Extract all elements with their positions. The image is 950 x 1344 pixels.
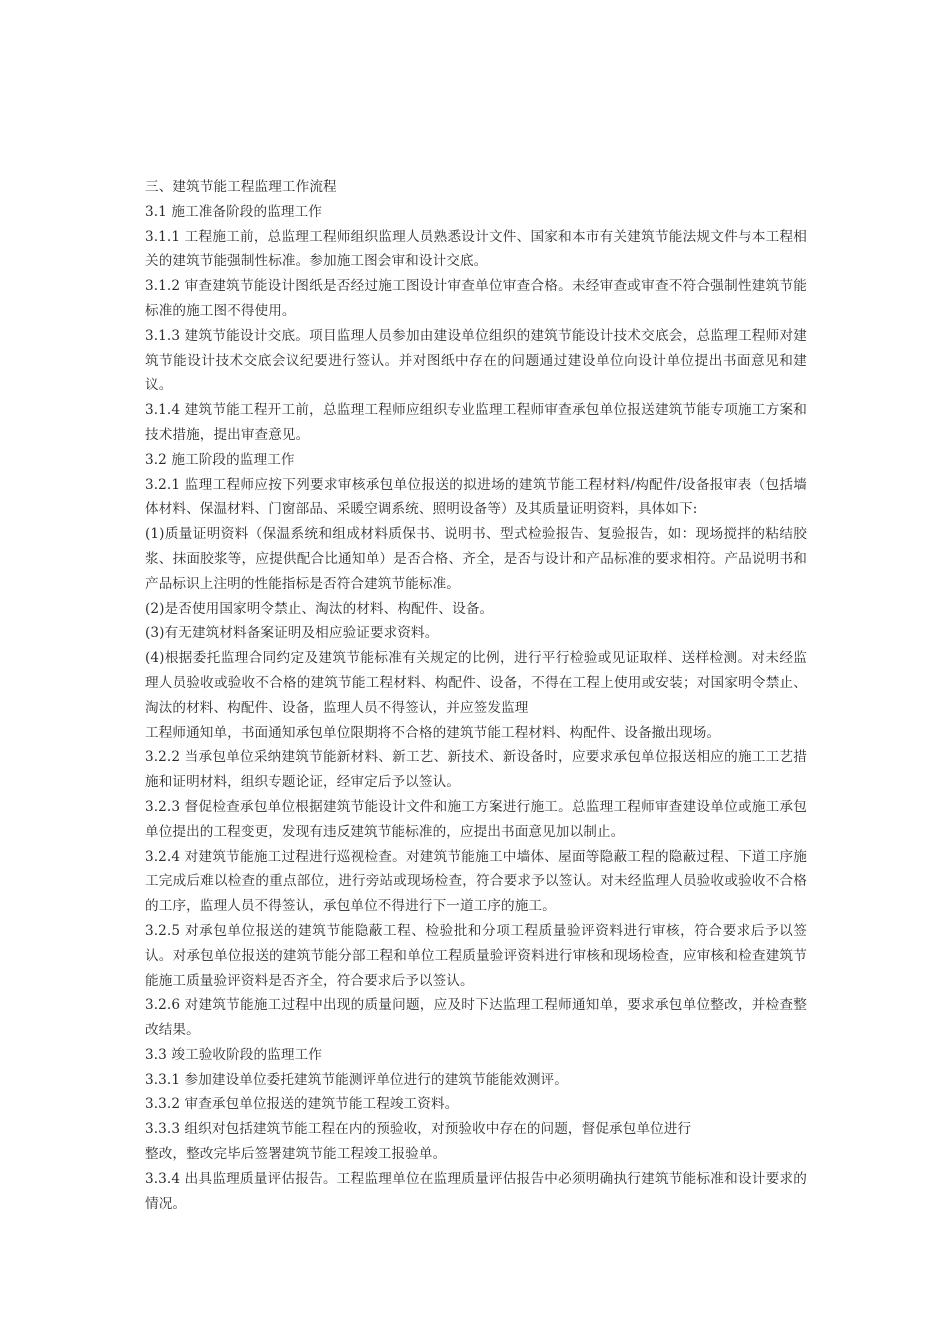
paragraph: 3.2.3 督促检查承包单位根据建筑节能设计文件和施工方案进行施工。总监理工程师审查建设单位或施工承包单位提出的工程变更，发现有违反建筑节能标准的，应提出书面意见加以制止。 — [145, 798, 807, 840]
paragraph: 3.2.6 对建筑节能施工过程中出现的质量问题，应及时下达监理工程师通知单，要求承包单位整改，并检查整改结果。 — [145, 997, 807, 1039]
paragraph: 3.3.4 出具监理质量评估报告。工程监理单位在监理质量评估报告中必须明确执行建筑节能标准和设计要求的情况。 — [145, 1170, 807, 1212]
paragraph: 整改，整改完毕后签署建筑节能工程竣工报验单。 — [145, 1146, 447, 1163]
subsection-heading: 3.2 施工阶段的监理工作 — [145, 451, 295, 468]
paragraph: 3.3.1 参加建设单位委托建筑节能测评单位进行的建筑节能能效测评。 — [145, 1071, 568, 1088]
paragraph: 3.1.2 审查建筑节能设计图纸是否经过施工图设计审查单位审查合格。未经审查或审查不符合强制性建筑节能标准的施工图不得使用。 — [145, 278, 807, 319]
paragraph: 3.3.2 审查承包单位报送的建筑节能工程竣工资料。 — [145, 1096, 459, 1113]
paragraph: (2)是否使用国家明令禁止、淘汰的材料、构配件、设备。 — [145, 600, 494, 617]
paragraph: (3)有无建筑材料备案证明及相应验证要求资料。 — [145, 625, 439, 642]
paragraph: (4)根据委托监理合同约定及建筑节能标准有关规定的比例，进行平行检验或见证取样、送样检测。对未经监理人员验收或验收不合格的建筑节能工程材料、构配件、设备，不得在工程上使用或安装；对国家明令禁止、淘汰的材料、构配件、设备，监理人员不得签认，并应签发监理 — [145, 650, 807, 716]
subsection-heading: 3.3 竣工验收阶段的监理工作 — [145, 1046, 322, 1063]
paragraph: 3.2.4 对建筑节能施工过程进行巡视检查。对建筑节能施工中墙体、屋面等隐蔽工程的隐蔽过程、下道工序施工完成后难以检查的重点部位，进行旁站或现场检查，符合要求予以签认。对未经监理人员验收或验收不合格的工序，监理人员不得签认，承包单位不得进行下一道工序的施工。 — [145, 848, 807, 915]
paragraph: 工程师通知单，书面通知承包单位限期将不合格的建筑节能工程材料、构配件、设备撤出现场。 — [145, 724, 721, 741]
paragraph: 3.2.1 监理工程师应按下列要求审核承包单位报送的拟进场的建筑节能工程材料/构配件/设备报审表（包括墙体材料、保温材料、门窗部品、采暖空调系统、照明设备等）及其质量证明资料，具体如下: — [145, 476, 807, 518]
paragraph: (1)质量证明资料（保温系统和组成材料质保书、说明书、型式检验报告、复验报告，如：现场搅拌的粘结胶浆、抹面胶浆等，应提供配合比通知单）是否合格、齐全，是否与设计和产品标准的要求相符。产品说明书和产品标识上注明的性能指标是否符合建筑节能标准。 — [145, 526, 807, 592]
paragraph: 3.2.5 对承包单位报送的建筑节能隐蔽工程、检验批和分项工程质量验评资料进行审核，符合要求后予以签认。对承包单位报送的建筑节能分部工程和单位工程质量验评资料进行审核和现场检查，应审核和检查建筑节能施工质量验评资料是否齐全，符合要求后予以签认。 — [145, 922, 807, 989]
paragraph: 3.2.2 当承包单位采纳建筑节能新材料、新工艺、新技术、新设备时，应要求承包单位报送相应的施工工艺措施和证明材料，组织专题论证，经审定后予以签认。 — [145, 749, 807, 791]
subsection-heading: 3.1 施工准备阶段的监理工作 — [145, 203, 322, 220]
paragraph: 3.1.4 建筑节能工程开工前，总监理工程师应组织专业监理工程师审查承包单位报送建筑节能专项施工方案和技术措施，提出审查意见。 — [145, 402, 807, 443]
paragraph: 3.3.3 组织对包括建筑节能工程在内的预验收，对预验收中存在的问题，督促承包单位进行 — [145, 1121, 692, 1138]
section-heading: 三、建筑节能工程监理工作流程 — [145, 179, 337, 195]
paragraph: 3.1.3 建筑节能设计交底。项目监理人员参加由建设单位组织的建筑节能设计技术交底会，总监理工程师对建筑节能设计技术交底会议纪要进行签认。并对图纸中存在的问题通过建设单位向设计单位提出书面意见和建议。 — [145, 327, 807, 394]
paragraph: 3.1.1 工程施工前，总监理工程师组织监理人员熟悉设计文件、国家和本市有关建筑节能法规文件与本工程相关的建筑节能强制性标准。参加施工图会审和设计交底。 — [145, 228, 807, 270]
document-body — [145, 175, 807, 1216]
